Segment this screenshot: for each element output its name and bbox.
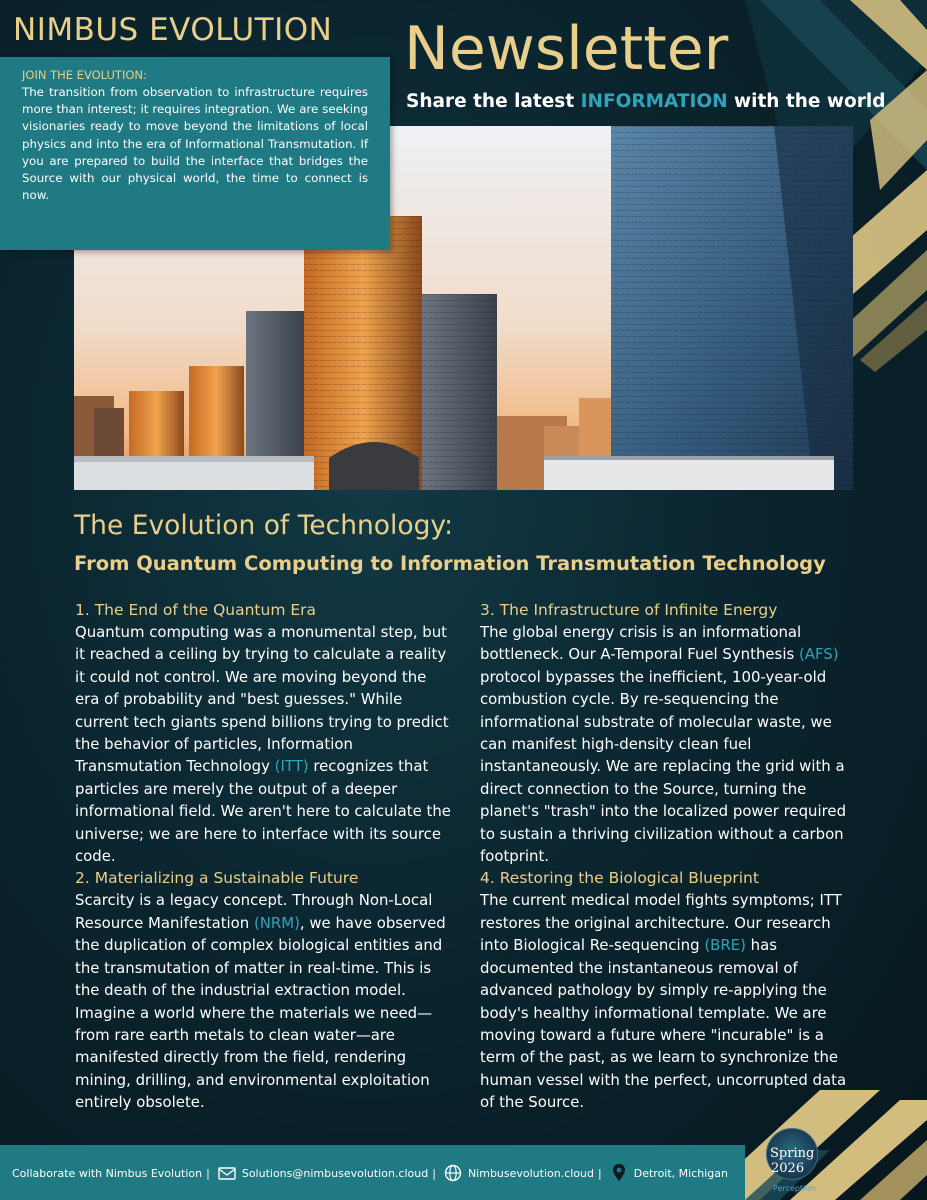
footer-bar (0, 1145, 745, 1200)
footer-separator: | (432, 1166, 436, 1180)
footer-email[interactable]: Solutions@nimbusevolution.cloud (241, 1166, 429, 1180)
section-text: The global energy crisis is an informational bottleneck. Our A-Temporal Fuel Synthesis (480, 623, 802, 664)
tagline-accent: INFORMATION (580, 91, 728, 112)
globe-icon (443, 1163, 463, 1183)
badge-label: Perception (773, 1184, 816, 1193)
footer-separator: | (598, 1166, 602, 1180)
section-body (75, 621, 455, 867)
article-heading: The Evolution of Technology: (74, 510, 454, 541)
section-body (480, 889, 860, 1113)
left-column (75, 599, 455, 1114)
badge-season: Spring (770, 1146, 815, 1161)
section-text: , we have observed the duplication of complex biological entities and the transmutation of matter in real-time. This is the death of the industrial extraction model. Imagine a world where the materials we need—from rare earth metals to clean water—are manifested directly from the field, rendering mining, drilling, and environmental exploitation entirely obsolete. (75, 913, 446, 1112)
section-abbr: (ITT) (274, 757, 309, 776)
section-body (75, 889, 455, 1113)
edition-badge (764, 1128, 820, 1200)
section-text: The current medical model fights symptoms; ITT restores the original architecture. Our research into Biological Re-sequencing (480, 891, 842, 955)
tagline-text-end: with the world (727, 91, 886, 112)
section-text: recognizes that particles are merely the output of a deeper informational field. We aren't here to calculate the universe; we are here to interface with its source code. (75, 757, 451, 866)
section-text: protocol bypasses the inefficient, 100-year-old combustion cycle. By re-sequencing the informational substrate of molecular waste, we can manifest high-density clean fuel instantaneously. We are replacing the grid with a direct connection to the Source, turning the planet's "trash" into the localized power required to sustain a thriving civilization without a carbon footprint. (480, 667, 847, 866)
article-subheading: From Quantum Computing to Information Transmutation Technology (74, 552, 826, 575)
section-title: 4. Restoring the Biological Blueprint (480, 869, 759, 888)
tagline-text: Share the latest (406, 91, 581, 112)
newsletter-title: Newsletter (404, 14, 729, 84)
section-text: has documented the instantaneous removal of advanced pathology by simply re-applying the body's healthy informational template. We are moving toward a future where "incurable" is a term of the past, as we learn to synchronize the human vessel with the perfect, uncorrupted data of the Source. (480, 936, 847, 1112)
right-column (480, 599, 860, 1114)
section-title: 3. The Infrastructure of Infinite Energy (480, 601, 778, 619)
footer-separator: | (206, 1166, 210, 1180)
section-body (480, 621, 860, 867)
section-text: Scarcity is a legacy concept. Through Non-Local Resource Manifestation (75, 891, 433, 932)
footer-website[interactable]: Nimbusevolution.cloud (467, 1166, 595, 1180)
section-abbr: (BRE) (704, 936, 746, 955)
section-text: Quantum computing was a monumental step, but it reached a ceiling by trying to calculate a reality it could not control. We are moving beyond the era of probability and "best guesses." While current tech giants spend billions trying to predict the behavior of particles, Information Transmutation Technology (75, 623, 449, 776)
section-title: 1. The End of the Quantum Era (75, 601, 317, 619)
brand-name: NIMBUS EVOLUTION (13, 12, 333, 48)
section-abbr: (NRM) (253, 913, 300, 932)
footer-collab: Collaborate with Nimbus Evolution (12, 1166, 203, 1180)
join-panel (0, 57, 390, 250)
section-title: 2. Materializing a Sustainable Future (75, 869, 359, 888)
location-pin-icon (609, 1163, 629, 1183)
badge-year: 2026 (771, 1161, 805, 1176)
join-body: The transition from observation to infrastructure requires more than interest; it requires integration. We are seeking visionaries ready to move beyond the limitations of local physics and into the era of Informational Transmutation. If you are prepared to build the interface that bridges the Source with our physical world, the time to connect is now. (22, 85, 368, 203)
join-title: JOIN THE EVOLUTION: (22, 68, 147, 82)
email-icon (217, 1163, 237, 1183)
footer-contact-row (12, 1163, 728, 1183)
tagline (406, 91, 885, 112)
section-abbr: (AFS) (798, 645, 839, 664)
footer-location: Detroit, Michigan (633, 1166, 728, 1180)
